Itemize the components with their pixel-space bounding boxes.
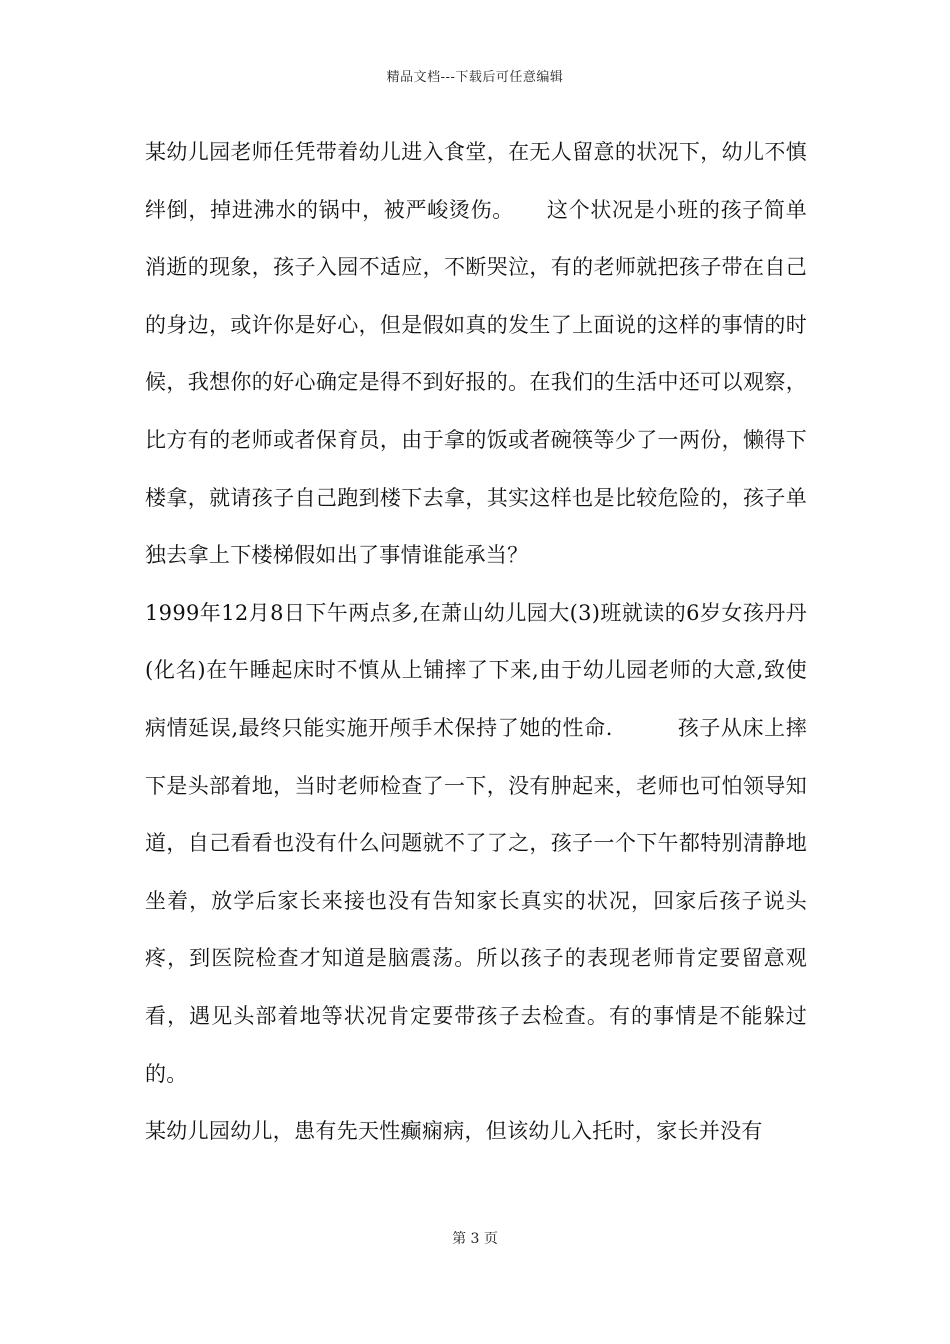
- paragraph-2: 1999年12月8日下午两点多,在萧山幼儿园大(3)班就读的6岁女孩丹丹(化名)在午睡起床时不慎从上铺摔了下来,由于幼儿园老师的大意,致使病情延误,最终只能实施开颅手术保持了她的性命. 孩子从床上摔下是头部着地，当时老师检查了一下，没有肿起来，老师也可怕领导知道，自己看看也没有什么问题就不了了之，孩子一个下午都特别清静地坐着，放学后家长来接也没有告知家长真实的状况，回家后孩子说头疼，到医院检查才知道是脑震荡。所以孩子的表现老师肯定要留意观看，遇见头部着地等状况肯定要带孩子去检查。有的事情是不能躲过的。: [145, 600, 807, 1086]
- document-body: [145, 124, 807, 1161]
- paragraph-1: 某幼儿园老师任凭带着幼儿进入食堂，在无人留意的状况下，幼儿不慎绊倒，掉进沸水的锅中，被严峻烫伤。 这个状况是小班的孩子简单消逝的现象，孩子入园不适应，不断哭泣，有的老师就把孩子带在自己的身边，或许你是好心，但是假如真的发生了上面说的这样的事情的时候，我想你的好心确定是得不到好报的。在我们的生活中还可以观察，比方有的老师或者保育员，由于拿的饭或者碗筷等少了一两份，懒得下楼拿，就请孩子自己跑到楼下去拿，其实这样也是比较危险的，孩子单独去拿上下楼梯假如出了事情谁能承当？: [145, 140, 807, 568]
- paragraph-3: 某幼儿园幼儿，患有先天性癫痫病，但该幼儿入托时，家长并没有: [145, 1119, 763, 1144]
- page-header: 精品文档---下载后可任意编辑: [386, 70, 564, 85]
- page-number: 第 3 页: [452, 1231, 498, 1247]
